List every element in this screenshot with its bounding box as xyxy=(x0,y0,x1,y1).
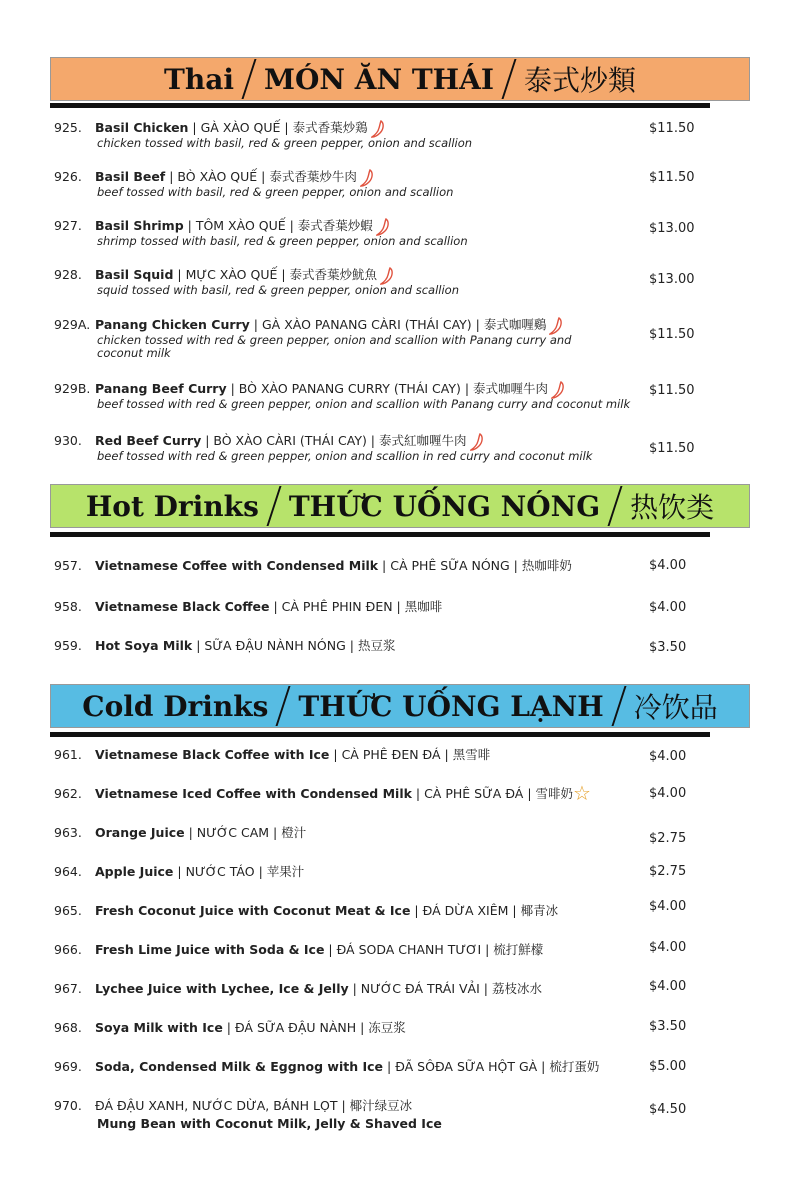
item-translations: | ĐÁ DỪA XIÊM | 椰青冰 xyxy=(410,903,559,918)
item-name: Mung Bean with Coconut Milk, Jelly & Shaved Ice xyxy=(97,1116,442,1131)
menu-item xyxy=(54,824,704,846)
item-price: $3.50 xyxy=(649,1019,687,1034)
item-name: Vietnamese Black Coffee xyxy=(95,599,270,614)
item-description: beef tossed with red & green pepper, onion and scallion with Panang curry and coconut milk xyxy=(97,397,631,411)
item-number: 930. xyxy=(54,433,82,448)
item-number: 929A. xyxy=(54,317,91,332)
item-number: 969. xyxy=(54,1059,82,1074)
divider-slash xyxy=(611,686,626,726)
item-translations: | NƯỚC ĐÁ TRÁI VẢI | 荔枝冰水 xyxy=(348,981,542,996)
star-icon: ☆ xyxy=(573,781,591,805)
item-price: $2.75 xyxy=(649,864,687,879)
menu-item xyxy=(54,119,704,150)
item-name: Fresh Coconut Juice with Coconut Meat & Ice xyxy=(95,903,411,918)
item-price: $13.00 xyxy=(649,221,695,236)
item-name: Basil Squid xyxy=(95,267,174,282)
menu-item xyxy=(54,316,704,360)
item-price: $4.00 xyxy=(649,558,687,573)
item-description: chicken tossed with red & green pepper, onion and scallion with Panang curry and coconut milk xyxy=(97,333,572,360)
menu-item xyxy=(54,432,704,463)
section-rule xyxy=(50,103,710,108)
item-translations: | NƯỚC TÁO | 苹果汁 xyxy=(173,864,305,879)
section-title-vi: THỨC UỐNG LẠNH xyxy=(298,689,604,723)
item-translations: | BÒ XÀO PANANG CURRY (THÁI CAY) | 泰式咖喱牛肉 xyxy=(226,381,549,396)
menu-item xyxy=(54,746,704,764)
item-name: Vietnamese Iced Coffee with Condensed Milk xyxy=(95,786,412,801)
item-number: 925. xyxy=(54,120,82,135)
menu-item xyxy=(54,863,704,881)
chili-icon xyxy=(376,218,390,236)
item-price: $4.00 xyxy=(649,749,687,764)
menu-item xyxy=(54,1097,704,1133)
item-name: Panang Chicken Curry xyxy=(95,317,250,332)
item-description: squid tossed with basil, red & green pepper, onion and scallion xyxy=(97,283,459,297)
item-number: 928. xyxy=(54,267,82,282)
section-rule xyxy=(50,732,710,737)
item-number: 926. xyxy=(54,169,82,184)
item-name: Hot Soya Milk xyxy=(95,638,193,653)
item-price: $11.50 xyxy=(649,121,695,136)
section-title-zh: 冷饮品 xyxy=(633,691,718,724)
item-price: $11.50 xyxy=(649,383,695,398)
item-number: 962. xyxy=(54,786,82,801)
item-price: $11.50 xyxy=(649,327,695,342)
item-name: Basil Chicken xyxy=(95,120,189,135)
menu-item xyxy=(54,1058,704,1076)
item-number: 929B. xyxy=(54,381,91,396)
menu-item xyxy=(54,637,704,655)
item-translations: | MỰC XÀO QUẾ | 泰式香葉炒魷魚 xyxy=(173,267,378,282)
section-title-en: Thai xyxy=(164,62,235,96)
item-name: Vietnamese Black Coffee with Ice xyxy=(95,747,330,762)
item-name: Red Beef Curry xyxy=(95,433,202,448)
divider-slash xyxy=(242,59,257,99)
item-number: 958. xyxy=(54,599,82,614)
item-translations: | TÔM XÀO QUẾ | 泰式香葉炒蝦 xyxy=(183,218,373,233)
item-number: 963. xyxy=(54,825,82,840)
section-title-en: Cold Drinks xyxy=(82,689,269,723)
item-price: $4.50 xyxy=(649,1102,687,1117)
chili-icon xyxy=(371,120,385,138)
section-title-zh: 热饮类 xyxy=(630,491,715,524)
menu-item xyxy=(54,598,704,616)
item-description: beef tossed with basil, red & green pepper, onion and scallion xyxy=(97,185,454,199)
item-number: 964. xyxy=(54,864,82,879)
menu-item xyxy=(54,380,704,411)
item-price: $2.75 xyxy=(649,831,687,846)
item-name: Orange Juice xyxy=(95,825,185,840)
section-header-hot-drinks xyxy=(50,484,750,528)
item-translations: | SỮA ĐẬU NÀNH NÓNG | 热豆浆 xyxy=(192,638,396,653)
item-translations: | GÀ XÀO PANANG CÀRI (THÁI CAY) | 泰式咖喱鷄 xyxy=(249,317,547,332)
section-title-vi: THỨC UỐNG NÓNG xyxy=(288,489,601,523)
menu-item xyxy=(54,266,704,297)
section-header-cold-drinks xyxy=(50,684,750,728)
menu-item xyxy=(54,980,704,998)
item-description: beef tossed with red & green pepper, onion and scallion in red curry and coconut milk xyxy=(97,449,593,463)
item-number: 927. xyxy=(54,218,82,233)
chili-icon xyxy=(470,433,484,451)
item-price: $4.00 xyxy=(649,899,687,914)
item-name: Lychee Juice with Lychee, Ice & Jelly xyxy=(95,981,349,996)
item-translations: | BÒ XÀO QUẾ | 泰式香葉炒牛肉 xyxy=(165,169,357,184)
section-rule xyxy=(50,532,710,537)
divider-slash xyxy=(276,686,291,726)
item-price: $13.00 xyxy=(649,272,695,287)
menu-item xyxy=(54,941,704,959)
item-translations: | CÀ PHÊ SỮA NÓNG | 热咖啡奶 xyxy=(378,558,572,573)
menu-item xyxy=(54,217,704,248)
item-number: 968. xyxy=(54,1020,82,1035)
divider-slash xyxy=(608,486,623,526)
item-translations: | BÒ XÀO CÀRI (THÁI CAY) | 泰式紅咖喱牛肉 xyxy=(201,433,467,448)
section-title-zh: 泰式炒類 xyxy=(523,64,636,97)
menu-item xyxy=(54,557,704,575)
item-name: Basil Beef xyxy=(95,169,166,184)
item-price: $11.50 xyxy=(649,441,695,456)
item-translations: ĐÁ ĐẬU XANH, NƯỚC DỪA, BÁNH LỌT | 椰汁绿豆冰 xyxy=(95,1098,413,1113)
chili-icon xyxy=(380,267,394,285)
divider-slash xyxy=(266,486,281,526)
item-translations: | ĐÁ SỮA ĐẬU NÀNH | 冻豆浆 xyxy=(222,1020,406,1035)
item-number: 959. xyxy=(54,638,82,653)
item-price: $4.00 xyxy=(649,979,687,994)
chili-icon xyxy=(551,381,565,399)
item-translations: | ĐÃ SÔĐA SỮA HỘT GÀ | 梳打蛋奶 xyxy=(383,1059,600,1074)
item-translations: | NƯỚC CAM | 橙汁 xyxy=(184,825,307,840)
item-number: 965. xyxy=(54,903,82,918)
item-translations: | ĐÁ SODA CHANH TƯƠI | 梳打鮮檬 xyxy=(324,942,544,957)
chili-icon xyxy=(360,169,374,187)
item-translations: | GÀ XÀO QUẾ | 泰式香葉炒鶏 xyxy=(188,120,368,135)
item-price: $4.00 xyxy=(649,786,687,801)
item-description: shrimp tossed with basil, red & green pepper, onion and scallion xyxy=(97,234,468,248)
item-name: Soda, Condensed Milk & Eggnog with Ice xyxy=(95,1059,384,1074)
section-title-vi: MÓN ĂN THÁI xyxy=(264,62,494,96)
item-name: Panang Beef Curry xyxy=(95,381,227,396)
item-name: Soya Milk with Ice xyxy=(95,1020,223,1035)
item-number: 967. xyxy=(54,981,82,996)
item-number: 970. xyxy=(54,1098,82,1113)
chili-icon xyxy=(549,317,563,335)
item-translations: | CÀ PHÊ PHIN ĐEN | 黑咖啡 xyxy=(269,599,443,614)
item-price: $3.50 xyxy=(649,640,687,655)
item-description: chicken tossed with basil, red & green pepper, onion and scallion xyxy=(97,136,473,150)
item-name: Fresh Lime Juice with Soda & Ice xyxy=(95,942,325,957)
item-name: Vietnamese Coffee with Condensed Milk xyxy=(95,558,379,573)
item-number: 957. xyxy=(54,558,82,573)
item-price: $4.00 xyxy=(649,940,687,955)
item-number: 966. xyxy=(54,942,82,957)
item-price: $4.00 xyxy=(649,600,687,615)
section-title-en: Hot Drinks xyxy=(85,489,259,523)
item-name: Basil Shrimp xyxy=(95,218,184,233)
menu-item xyxy=(54,781,704,805)
menu-item xyxy=(54,168,704,199)
item-translations: | CÀ PHÊ ĐEN ĐÁ | 黑雪啡 xyxy=(329,747,491,762)
menu-item xyxy=(54,899,704,920)
item-price: $5.00 xyxy=(649,1059,687,1074)
item-price: $11.50 xyxy=(649,170,695,185)
item-number: 961. xyxy=(54,747,82,762)
divider-slash xyxy=(501,59,516,99)
section-header-thai xyxy=(50,57,750,101)
item-name: Apple Juice xyxy=(95,864,174,879)
item-translations: | CÀ PHÊ SỮA ĐÁ | 雪啡奶 xyxy=(411,786,573,801)
menu-item xyxy=(54,1019,704,1037)
